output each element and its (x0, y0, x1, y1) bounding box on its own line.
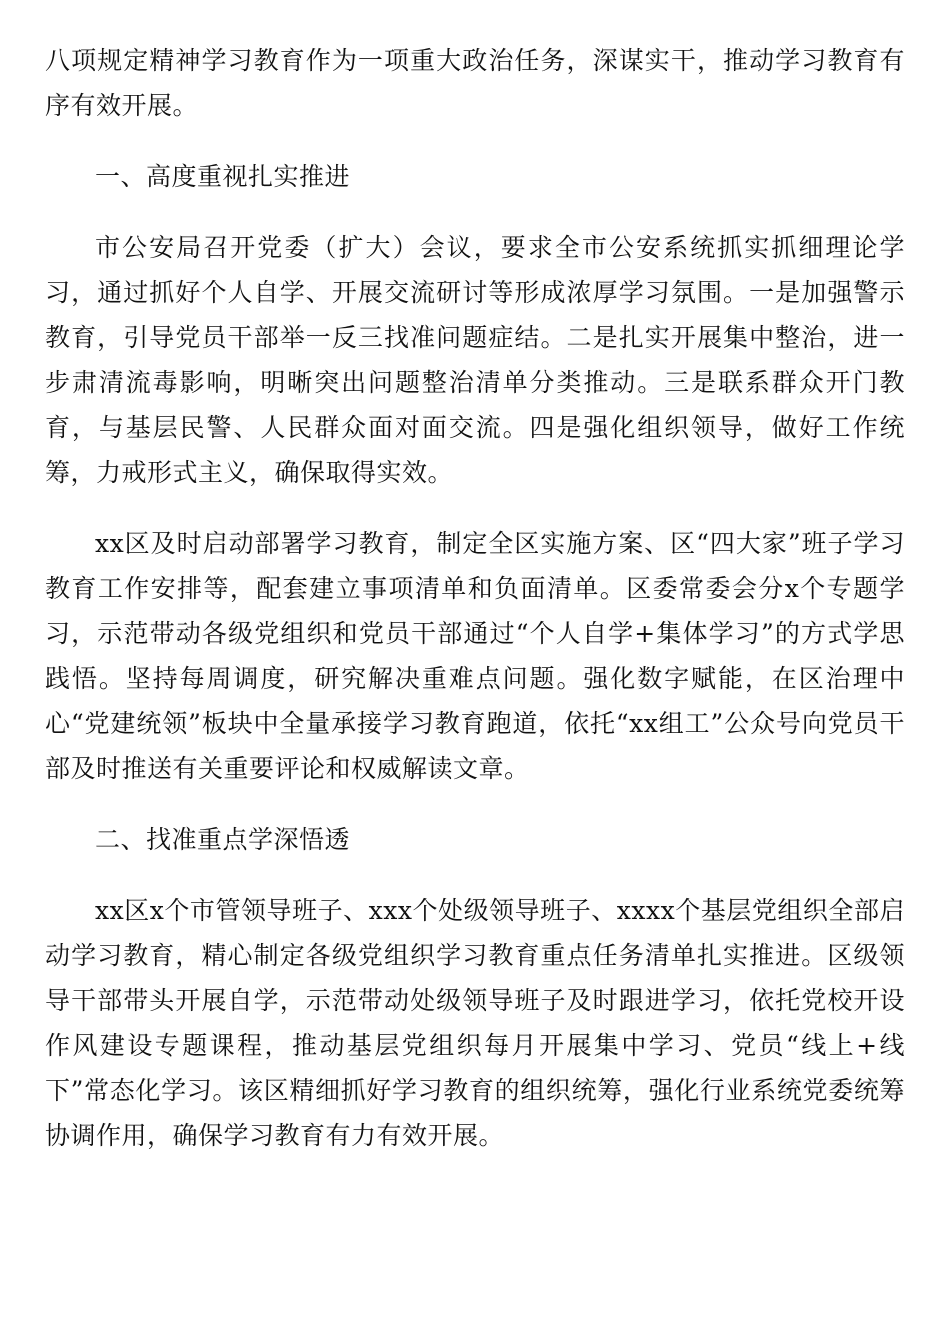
section-heading-2: 二、找准重点学深悟透 (95, 825, 351, 854)
paragraph-gap (45, 791, 905, 817)
body-paragraph-police: 市公安局召开党委（扩大）会议，要求全市公安系统抓实抓细理论学习，通过抓好个人自学、开展交流研讨等形成浓厚学习氛围。一是加强警示教育，引导党员干部举一反三找准问题症结。二是扎实开展集中整治，进一步肃清流毒影响，明晰突出问题整治清单分类推动。三是联系群众开门教育，与基层民警、人民群众面对面交流。四是强化组织领导，做好工作统筹，力戒形式主义，确保取得实效。 (45, 233, 905, 487)
paragraph-gap (45, 495, 905, 521)
body-paragraph-district-deployment: xx区及时启动部署学习教育，制定全区实施方案、区“四大家”班子学习教育工作安排等，配套建立事项清单和负面清单。区委常委会分x个专题学习，示范带动各级党组织和党员干部通过“个人自学+集体学习”的方式学思践悟。坚持每周调度，研究解决重难点问题。强化数字赋能，在区治理中心“党建统领”板块中全量承接学习教育跑道，依托“xx组工”公众号向党员干部及时推送有关重要评论和权威解读文章。 (45, 529, 905, 783)
paragraph-gap (45, 128, 905, 154)
body-paragraph-district-leadership: xx区x个市管领导班子、xxx个处级领导班子、xxxx个基层党组织全部启动学习教育，精心制定各级党组织学习教育重点任务清单扎实推进。区级领导干部带头开展自学，示范带动处级领导班子及时跟进学习，依托党校开设作风建设专题课程，推动基层党组织每月开展集中学习、党员“线上+线下”常态化学习。该区精细抓好学习教育的组织统筹，强化行业系统党委统筹协调作用，确保学习教育有力有效开展。 (45, 896, 905, 1150)
section-heading-1: 一、高度重视扎实推进 (95, 162, 351, 191)
opening-paragraph: 八项规定精神学习教育作为一项重大政治任务，深谋实干，推动学习教育有序有效开展。 (45, 46, 905, 120)
paragraph-gap (45, 199, 905, 225)
paragraph-gap (45, 862, 905, 888)
